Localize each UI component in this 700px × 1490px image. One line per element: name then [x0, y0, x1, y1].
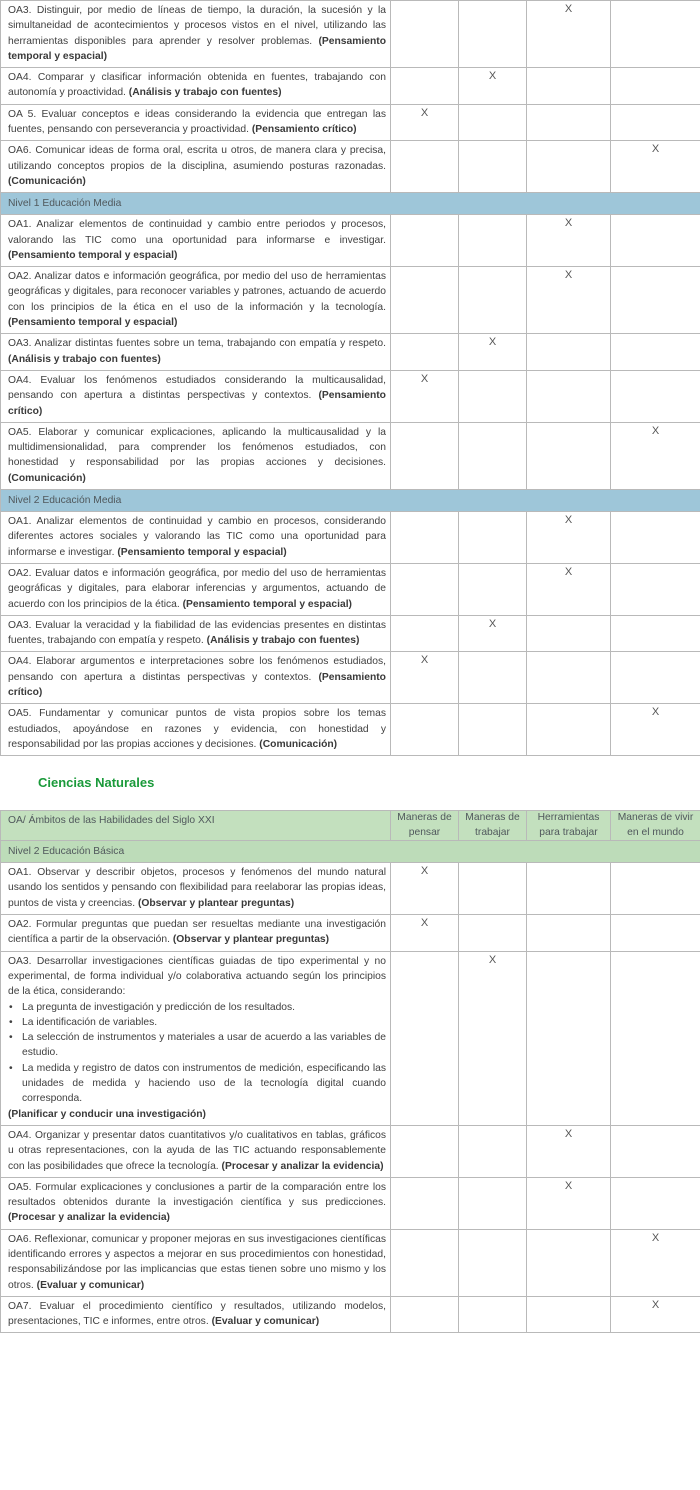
bullet-text: La selección de instrumentos y materiales a usar de acuerdo a las variables de estudio. — [22, 1032, 386, 1059]
mark-cell — [391, 267, 459, 334]
table-row — [1, 1177, 700, 1229]
oa-skill-tag: (Evaluar y comunicar) — [36, 1279, 145, 1291]
oa-skill-tag: (Pensamiento temporal y espacial) — [8, 249, 178, 261]
level-band: Nivel 2 Educación Media — [1, 490, 700, 512]
header-maneras-de-vivir: Maneras de vivir en el mundo — [611, 811, 700, 841]
list-item — [8, 1000, 386, 1015]
mark-cell — [391, 951, 459, 1125]
table-row — [1, 652, 700, 704]
oa-skill-tag: (Comunicación) — [8, 472, 86, 484]
level-band-row — [1, 193, 700, 215]
mark-cell — [527, 334, 611, 371]
table-row — [1, 512, 700, 564]
oa-skill-tag: (Procesar y analizar la evidencia) — [221, 1160, 384, 1172]
oa-text: OA3. Evaluar la veracidad y la fiabilidad de las evidencias presentes en distintas fuentes, trabajando con empatía y respeto. — [8, 619, 386, 647]
oa-description — [1, 334, 391, 371]
oa-description — [1, 267, 391, 334]
oa-description — [1, 68, 391, 105]
mark-cell — [459, 141, 527, 193]
mark-cell — [459, 267, 527, 334]
mark-cell — [611, 334, 700, 371]
table-row — [1, 215, 700, 267]
table-row — [1, 334, 700, 371]
bullet-icon: • — [9, 1001, 13, 1013]
table-row — [1, 563, 700, 615]
mark-cell: X — [611, 1229, 700, 1296]
oa-skill-tag: (Análisis y trabajo con fuentes) — [128, 87, 282, 99]
mark-cell — [459, 215, 527, 267]
mark-cell — [527, 1229, 611, 1296]
mark-cell — [611, 652, 700, 704]
mark-cell — [391, 512, 459, 564]
mark-cell: X — [611, 141, 700, 193]
oa-skill-tag: (Comunicación) — [8, 175, 86, 187]
table-row — [1, 915, 700, 952]
oa-description — [1, 1177, 391, 1229]
mark-cell — [611, 1125, 700, 1177]
oa-description — [1, 1125, 391, 1177]
mark-cell — [459, 1229, 527, 1296]
oa-text: OA5. Elaborar y comunicar explicaciones, aplicando la multicausalidad y la multidimensionalidad, para comprender los fenómenos estudiados, con honestidad y responsabilidad por las propias acciones y decisiones. — [8, 426, 386, 469]
mark-cell — [611, 215, 700, 267]
bullet-text: La medida y registro de datos con instrumentos de medición, especificando las unidades de medida y haciendo uso de la tecnología digital cuando corresponda. — [22, 1062, 386, 1105]
mark-cell: X — [527, 267, 611, 334]
mark-cell — [611, 267, 700, 334]
mark-cell — [459, 370, 527, 422]
mark-cell: X — [391, 863, 459, 915]
bullet-icon: • — [9, 1032, 13, 1044]
mark-cell — [611, 951, 700, 1125]
oa-text: OA3. Analizar distintas fuentes sobre un tema, trabajando con empatía y respeto. — [8, 338, 386, 350]
mark-cell — [527, 652, 611, 704]
oa-skill-tag: (Pensamiento temporal y espacial) — [8, 317, 178, 329]
oa-text: OA1. Analizar elementos de continuidad y cambio entre periodos y procesos, valorando las TIC como una oportunidad para informarse e investigar. — [8, 219, 386, 246]
mark-cell — [391, 1177, 459, 1229]
table-row — [1, 951, 700, 1125]
mark-cell — [527, 104, 611, 141]
oa-description — [1, 370, 391, 422]
mark-cell — [459, 1125, 527, 1177]
table-row — [1, 68, 700, 105]
list-item — [8, 1061, 386, 1107]
mark-cell — [391, 563, 459, 615]
mark-cell — [391, 704, 459, 756]
table-header-row — [1, 811, 700, 841]
oa-description — [1, 915, 391, 952]
mark-cell — [391, 1296, 459, 1333]
mark-cell — [527, 863, 611, 915]
mark-cell — [611, 615, 700, 652]
oa-description — [1, 512, 391, 564]
oa-text: OA3. Desarrollar investigaciones científicas guiadas de tipo experimental y no experimental, de forma individual y/o colaborativa actuando según los principios de la ética, considerando: — [8, 955, 386, 998]
mark-cell: X — [391, 370, 459, 422]
table-row — [1, 863, 700, 915]
mark-cell: X — [527, 563, 611, 615]
level-band: Nivel 2 Educación Básica — [1, 841, 700, 863]
oa-text: OA4. Organizar y presentar datos cuantitativos y/o cualitativos en tablas, gráficos u otras representaciones, con la ayuda de las TIC actuando responsablemente con las posibilidades que ofrece la tecnología. — [8, 1129, 386, 1172]
mark-cell — [391, 215, 459, 267]
oa-text: OA1. Analizar elementos de continuidad y cambio en procesos, considerando diferentes actores sociales y valorando las TIC como una oportunidad para informarse e investigar. — [8, 516, 386, 558]
mark-cell — [391, 141, 459, 193]
mark-cell: X — [527, 215, 611, 267]
mark-cell — [527, 141, 611, 193]
mark-cell: X — [527, 512, 611, 564]
level-band: Nivel 1 Educación Media — [1, 193, 700, 215]
oa-skill-tag: (Pensamiento temporal y espacial) — [8, 35, 386, 62]
mark-cell — [527, 615, 611, 652]
oa-text: OA5. Fundamentar y comunicar puntos de vista propios sobre los temas estudiados, apoyándose en razones y evidencia, con honestidad y responsabilidad por las propias acciones y decisiones. — [8, 708, 386, 750]
oa-text: OA4. Evaluar los fenómenos estudiados considerando la multicausalidad, pensando con apertura a distintas perspectivas y contextos. — [8, 374, 386, 402]
mark-cell — [391, 68, 459, 105]
mark-cell — [391, 1229, 459, 1296]
oa-skill-tag: (Pensamiento crítico) — [8, 671, 386, 698]
header-maneras-de-pensar: Maneras de pensar — [391, 811, 459, 841]
oa-description — [1, 1229, 391, 1296]
mark-cell — [611, 1177, 700, 1229]
list-item — [8, 1015, 386, 1030]
mark-cell — [459, 915, 527, 952]
mark-cell — [611, 1, 700, 68]
oa-skill-tag: (Procesar y analizar la evidencia) — [8, 1212, 170, 1224]
oa-text: OA6. Reflexionar, comunicar y proponer mejoras en sus investigaciones científicas identificando errores y aspectos a mejorar en sus procedimientos con honestidad, responsabilizándose por las implicancias que estas tienen sobre uno mismo y los otros. — [8, 1233, 386, 1291]
bullet-text: La pregunta de investigación y predicción de los resultados. — [22, 1001, 296, 1013]
oa-description — [1, 422, 391, 489]
oa-description — [1, 1296, 391, 1333]
oa-description — [1, 615, 391, 652]
oa-text: OA6. Comunicar ideas de forma oral, escrita u otros, de manera clara y precisa, utilizando conceptos propios de la disciplina, asumiendo posturas razonadas. — [8, 145, 386, 172]
mark-cell — [459, 104, 527, 141]
mark-cell: X — [611, 1296, 700, 1333]
mark-cell: X — [527, 1125, 611, 1177]
mark-cell — [459, 512, 527, 564]
oa-text: OA5. Formular explicaciones y conclusiones a partir de la comparación entre los resultados obtenidos durante la investigación científica y sus predicciones. — [8, 1181, 386, 1209]
mark-cell — [527, 951, 611, 1125]
mark-cell — [611, 563, 700, 615]
table-row — [1, 704, 700, 756]
oa-skill-tag: (Pensamiento crítico) — [8, 390, 386, 417]
mark-cell: X — [459, 615, 527, 652]
mark-cell: X — [527, 1, 611, 68]
mark-cell — [527, 370, 611, 422]
oa-description — [1, 652, 391, 704]
mark-cell: X — [527, 1177, 611, 1229]
mark-cell — [611, 915, 700, 952]
oa-skill-tag: (Análisis y trabajo con fuentes) — [206, 635, 360, 647]
mark-cell — [459, 1177, 527, 1229]
oa-skill-tag: (Pensamiento crítico) — [251, 124, 357, 136]
table-row — [1, 267, 700, 334]
mark-cell: X — [391, 915, 459, 952]
mark-cell — [611, 104, 700, 141]
oa-skill-tag: (Evaluar y comunicar) — [211, 1316, 320, 1328]
mark-cell — [391, 422, 459, 489]
mark-cell: X — [391, 652, 459, 704]
mark-cell: X — [459, 951, 527, 1125]
mark-cell — [459, 1296, 527, 1333]
oa-description — [1, 1, 391, 68]
mark-cell — [527, 422, 611, 489]
oa-bullet-list — [8, 1000, 386, 1107]
mark-cell — [391, 1, 459, 68]
mark-cell: X — [391, 104, 459, 141]
table-row — [1, 370, 700, 422]
oa-description — [1, 215, 391, 267]
oa-text: OA2. Analizar datos e información geográfica, por medio del uso de herramientas geográficas y digitales, para reconocer variables y patrones, actuando de acuerdo con los principios de la ética en el uso de la información y la tecnología. — [8, 271, 386, 313]
list-item — [8, 1030, 386, 1061]
table-row — [1, 615, 700, 652]
mark-cell — [391, 1125, 459, 1177]
table-row — [1, 1, 700, 68]
oa-skill-tag: (Pensamiento temporal y espacial) — [182, 598, 352, 610]
oa-text: OA2. Formular preguntas que puedan ser resueltas mediante una investigación científica a partir de la observación. — [8, 919, 386, 946]
mark-cell — [459, 704, 527, 756]
mark-cell: X — [611, 704, 700, 756]
mark-cell — [391, 334, 459, 371]
oa-text: OA3. Distinguir, por medio de líneas de tiempo, la duración, la sucesión y la simultaneidad de acontecimientos y procesos vistos en el nivel, utilizando las herramientas disponibles para aprender y resolver problemas. — [8, 5, 386, 47]
table-row — [1, 422, 700, 489]
skills-table-ciencias — [0, 810, 700, 1333]
mark-cell: X — [459, 68, 527, 105]
mark-cell — [459, 863, 527, 915]
oa-description — [1, 141, 391, 193]
mark-cell — [611, 512, 700, 564]
mark-cell — [527, 915, 611, 952]
mark-cell — [391, 615, 459, 652]
mark-cell — [459, 1, 527, 68]
mark-cell: X — [611, 422, 700, 489]
oa-skill-tag: (Pensamiento temporal y espacial) — [117, 546, 287, 558]
oa-description — [1, 104, 391, 141]
table-row — [1, 141, 700, 193]
header-maneras-de-trabajar: Maneras de trabajar — [459, 811, 527, 841]
oa-text: OA2. Evaluar datos e información geográfica, por medio del uso de herramientas geográficas y digitales, para elaborar inferencias y argumentos, actuando de acuerdo con los principios de la ética. — [8, 567, 386, 610]
oa-skill-tag: (Planificar y conducir una investigación) — [8, 1108, 206, 1120]
oa-description — [1, 863, 391, 915]
mark-cell — [459, 422, 527, 489]
level-band-row — [1, 841, 700, 863]
oa-text: OA7. Evaluar el procedimiento científico y resultados, utilizando modelos, presentaciones, TIC e informes, entre otros. — [8, 1300, 386, 1328]
bullet-icon: • — [9, 1016, 13, 1028]
oa-skill-tag: (Análisis y trabajo con fuentes) — [8, 353, 161, 365]
mark-cell — [527, 704, 611, 756]
header-oa-ambitos: OA/ Ámbitos de las Habilidades del Siglo XXI — [1, 811, 391, 841]
oa-skill-tag: (Observar y plantear preguntas) — [137, 897, 295, 909]
table-row — [1, 1229, 700, 1296]
mark-cell — [527, 1296, 611, 1333]
oa-text: OA4. Elaborar argumentos e interpretaciones sobre los fenómenos estudiados, pensando con apertura a distintas perspectivas y contextos. — [8, 656, 386, 683]
section-heading — [0, 756, 700, 810]
oa-text: OA 5. Evaluar conceptos e ideas considerando la evidencia que entregan las fuentes, pensando con perseverancia y proactividad. — [8, 108, 386, 136]
oa-text: OA4. Comparar y clasificar información obtenida en fuentes, trabajando con autonomía y proactividad. — [8, 72, 386, 99]
mark-cell — [611, 863, 700, 915]
section-title-ciencias: Ciencias Naturales — [38, 775, 155, 791]
header-herramientas: Herramientas para trabajar — [527, 811, 611, 841]
bullet-text: La identificación de variables. — [22, 1016, 158, 1028]
bullet-icon: • — [9, 1062, 13, 1074]
mark-cell — [611, 370, 700, 422]
table-row — [1, 104, 700, 141]
oa-description — [1, 704, 391, 756]
oa-description — [1, 951, 391, 1125]
mark-cell — [459, 652, 527, 704]
mark-cell — [611, 68, 700, 105]
oa-text: OA1. Observar y describir objetos, procesos y fenómenos del mundo natural usando los sentidos y pensando con flexibilidad para reelaborar las propias ideas, puntos de vista y creencias. — [8, 867, 386, 909]
table-row — [1, 1125, 700, 1177]
mark-cell — [459, 563, 527, 615]
oa-description — [1, 563, 391, 615]
oa-skill-tag: (Comunicación) — [259, 738, 338, 750]
mark-cell: X — [459, 334, 527, 371]
level-band-row — [1, 490, 700, 512]
oa-skill-tag: (Observar y plantear preguntas) — [172, 934, 330, 946]
table-row — [1, 1296, 700, 1333]
mark-cell — [527, 68, 611, 105]
